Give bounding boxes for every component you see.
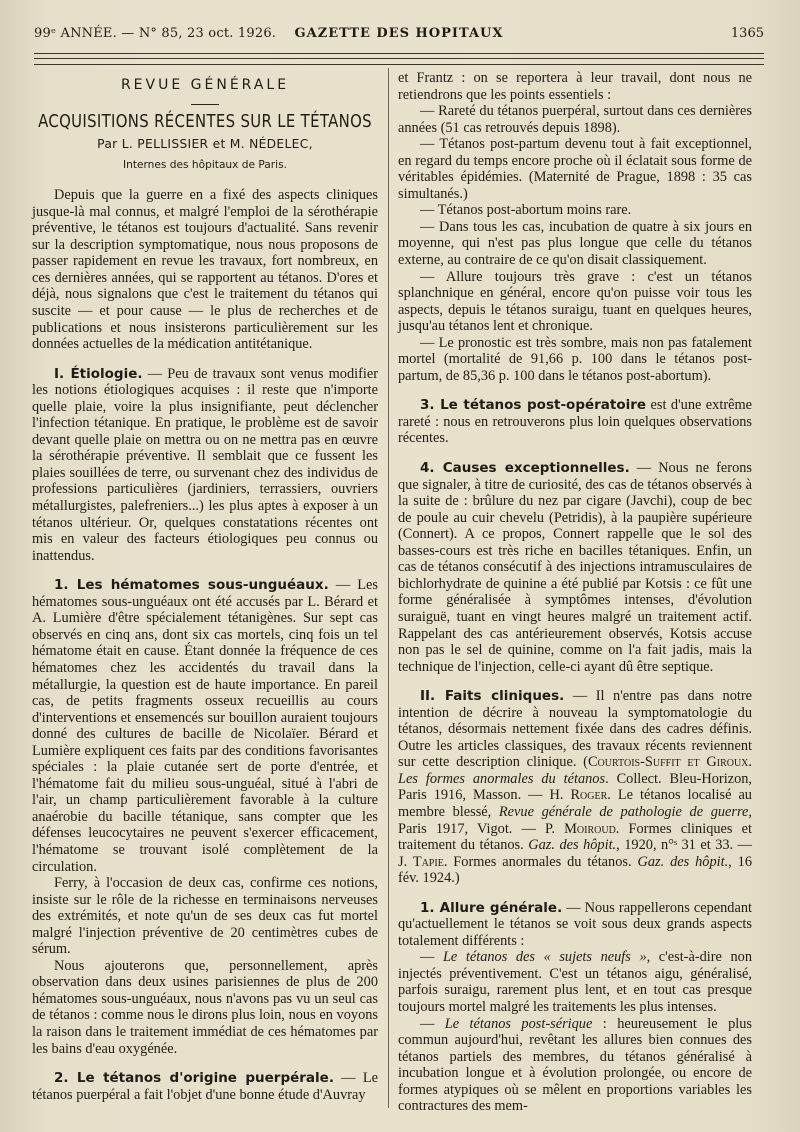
- reference-author: J. Tapie: [398, 853, 444, 870]
- point-paragraph: — Rareté du tétanos puerpéral, surtout dans ces dernières années (51 cas retrouvés depuis 1898).: [398, 103, 752, 136]
- reference-journal: Gaz. des hôpit.: [528, 837, 617, 854]
- issue-info: 99ᵉ ANNÉE. — N° 85, 23 oct. 1926.: [34, 26, 277, 41]
- puerperal-heading: 2. Le tétanos d'origine puerpérale.: [54, 1070, 334, 1087]
- puerperal-text: — Le tétanos puerpéral a fait l'objet d'une bonne étude d'Auvray: [32, 1070, 378, 1103]
- postop-heading: 3. Le tétanos post-opératoire: [420, 397, 647, 414]
- reference-author: H. Roger: [549, 787, 608, 804]
- reference-title: . Formes cliniques et traitement du tétanos.: [398, 820, 752, 854]
- post-serique-title: Le tétanos post-sérique: [444, 1015, 593, 1032]
- hematoma-text: — Les hématomes sous-unguéaux ont été accusés par L. Bérard et A. Lumière d'être spécialement tétanigènes. Sur sept cas observés en cinq ans, dont six cas mortels, cinq fois un tel hématome était en cause. Étant donnée la fréquence de ces hématomes chez les accidentés du travail dans la métallurgie, la question est de haute importance. En pareil cas, de petits fragments osseux recueillis au cours d'interventions et ensemencés sur bouillon auraient toujours donné des cultures de bacille de Nicolaïer. Bérard et Lumière expliquent ces faits par des conditions favorisantes spéciales : la plaie cutanée sert de porte d'entrée, et l'hématome fait du milieu sous-unguéal, situé à l'abri de l'air, un champ particulièrement favorable à la culture anaérobie du bacille tétanique, sans compter que les défenses leucocytaires ne peuvent s'exercer efficacement, l'hématome se trouvant isolé complètement de la circulation.: [32, 577, 378, 875]
- page-header: [34, 24, 764, 44]
- allure-paragraph: [398, 900, 752, 950]
- header-rule: [34, 53, 764, 54]
- header-rule: [34, 58, 764, 59]
- clinical-text: — Il n'entre pas dans notre intention de décrire à nouveau la symptomatologie du tétanos, désormais nettement fixée dans des cadres définis. Outre les articles classiques, des travaux récents reviennent sur cette description clinique. (: [398, 688, 752, 771]
- post-serique-paragraph: [398, 1016, 752, 1115]
- intro-paragraph: Depuis que la guerre en a fixé des aspects cliniques jusque-là mal connus, et malgré l'emploi de la sérothérapie préventive, le tétanos est toujours d'actualité. Sans revenir sur la description symptomatique, nous nous proposons de passer rapidement en revue les travaux, fort nombreux, en ces dernières années, qui se rapportent au tétanos. D'ores et déjà, nous signalons que c'est le traitement du tétanos qui suscite — et pour cause — le plus de recherches et de publications et nous insisterons particulièrement sur les données actuelles de la médication antitétanique.: [32, 187, 378, 353]
- hematoma-heading: 1. Les hématomes sous-unguéaux.: [54, 577, 329, 594]
- title-divider: [191, 104, 219, 105]
- allure-heading: 1. Allure générale.: [420, 899, 563, 916]
- continuation-paragraph: et Frantz : on se reportera à leur travail, dont nous ne retiendrons que les points essentiels :: [398, 70, 752, 103]
- reference-title: Les formes anormales du tétanos: [398, 770, 606, 787]
- post-serique-text: : heureusement le plus commun aujourd'hui, revêtant les allures bien connues des tétanos partiels des membres, du tétanos généralisé à incubation longue et à évolution prolongée, ou encore de formes atypiques où se mêlent en proportions variables les contractures des mem-: [398, 1015, 752, 1115]
- reference-separator: .: [748, 754, 752, 771]
- reference-details: , 1920, n°ˢ 31 et 33. —: [616, 837, 752, 854]
- reference-title: . Formes anormales du tétanos.: [443, 853, 638, 870]
- dash-lead: —: [420, 949, 443, 966]
- article-title: ACQUISITIONS RÉCENTES SUR LE TÉTANOS: [38, 111, 372, 132]
- reference-details: , 16 fév. 1924.): [398, 853, 753, 887]
- sujets-neufs-paragraph: [398, 949, 752, 1015]
- postop-text: est d'une extrême rareté : nous en retrouverons plus loin quelques observations récentes.: [398, 397, 752, 447]
- clinical-heading: II. Faits cliniques.: [420, 688, 565, 705]
- point-paragraph: — Tétanos post-partum devenu tout à fait exceptionnel, en regard du temps encore proche où il éclatait sous forme de véritables épidémies. (Maternité de Prague, 1898 : 35 cas simultanés.): [398, 136, 752, 202]
- publication-title: GAZETTE DES HOPITAUX: [294, 26, 504, 41]
- reference-details: . Collect. Bleu-Horizon, Paris 1916, Masson. —: [398, 770, 752, 804]
- article-authors: Par L. PELLISSIER et M. NÉDELEC,: [97, 137, 313, 152]
- causes-text: — Nous ne ferons que signaler, à titre de curiosité, des cas de tétanos observés à la suite de : brûlure du nez par cigare (Javchi), coup de bec de poule au cuir chevelu (Petridis), à la paupière supérieure (Connert). A ce propos, Connert rappelle que le sol des basses-cours est très riche en bacilles tétaniques. Enfin, un cas de tétanos consécutif à des injections intramusculaires de bichlorhydrate de quinine a été publié par Kotsis : ce fût une forme généralisée à symptômes intenses, d'évolution suraiguë, tuant en vingt heures malgré un traitement actif. Rappelant des cas antérieurement observés, Kotsis accuse non pas le sel de quinine, comme on l'a fait jadis, mais la technique de l'injection, celle-ci ayant dû être septique.: [398, 460, 752, 675]
- causes-paragraph: [398, 460, 752, 675]
- point-paragraph: — Le pronostic est très sombre, mais non pas fatalement mortel (mortalité de 91,66 p. 100 dans le tétanos post-partum, de 85,36 p. 100 dans le tétanos post-abortum).: [398, 334, 752, 384]
- hematoma-paragraph: [32, 577, 378, 875]
- point-paragraph: — Allure toujours très grave : c'est un tétanos splanchnique en général, encore qu'on puisse voir tous les aspects, depuis le tétanos suraigu, tuant en quelques heures, jusqu'au tétanos lent et chronique.: [398, 268, 752, 335]
- reference-journal: Revue générale de pathologie de guerre: [498, 803, 749, 820]
- ferry-paragraph: Ferry, à l'occasion de deux cas, confirme ces notions, insiste sur le rôle de la richesse en terminaisons nerveuses des extrémités, et note qu'un de ses deux cas fut mortel malgré l'injection préventive de 20 centimètres cubes de sérum.: [32, 875, 378, 958]
- reference-author: Courtois-Suffit et Giroux: [587, 754, 749, 771]
- reference-author: P. Moiroud: [545, 820, 616, 837]
- clinical-paragraph: [398, 688, 752, 887]
- etiology-paragraph: [32, 366, 378, 565]
- section-label: REVUE GÉNÉRALE: [120, 77, 290, 93]
- allure-text: — Nous rappellerons cependant qu'actuellement le tétanos se voit sous deux grands aspects totalement différents :: [398, 899, 752, 949]
- right-column: [398, 70, 752, 1115]
- sujets-neufs-title: Le tétanos des « sujets neufs »: [442, 949, 647, 966]
- point-paragraph: — Tétanos post-abortum moins rare.: [420, 202, 632, 219]
- reference-details: , Paris 1917, Vigot. —: [398, 803, 752, 837]
- etiology-heading: I. Étiologie.: [54, 365, 143, 382]
- observation-paragraph: Nous ajouterons que, personnellement, après observation dans deux usines parisiennes de plus de 200 hématomes sous-unguéaux, nous n'avons pas vu un seul cas de tétanos : comme nous le dirons plus loin, nous en voyons la raison dans le traitement immédiat de ces hématomes par les bains d'eau oxygénée.: [32, 957, 378, 1057]
- reference-journal: Gaz. des hôpit.: [637, 853, 729, 870]
- author-affiliation: Internes des hôpitaux de Paris.: [123, 158, 287, 171]
- point-paragraph: — Dans tous les cas, incubation de quatre à six jours en moyenne, qui n'est pas plus longue que celle du tétanos externe, au contraire de ce qu'on disait classiquement.: [398, 218, 752, 269]
- etiology-text: — Peu de travaux sont venus modifier les notions étiologiques acquises : il reste que n'importe quelle plaie, voire la plus insignifiante, peut déclencher l'infection tétanique. En pratique, le problème est de savoir devant quelle plaie on mettra ou on ne mettra pas en œuvre la sérothérapie préventive. Il semblait que ce fussent les plaies souillées de terre, ou survenant chez des individus de professions particulières (jardiniers, terrassiers, ouvriers métallurgistes, palefreniers...) les plus aptes à exposer à un tétanos ultérieur. Or, quelques constatations récentes ont mis en valeur des facteurs étiologiques peu connus ou inattendus.: [32, 365, 379, 564]
- postop-paragraph: [398, 397, 752, 447]
- header-rule: [34, 64, 764, 65]
- column-divider: [388, 68, 389, 1108]
- dash-lead: —: [420, 1015, 445, 1032]
- reference-title: . Le tétanos localisé au membre blessé,: [398, 787, 752, 820]
- causes-heading: 4. Causes exceptionnelles.: [420, 460, 630, 477]
- left-column: [32, 70, 378, 1103]
- puerperal-paragraph: [32, 1070, 378, 1103]
- sujets-neufs-text: , c'est-à-dire non injectés préventivement. C'est un tétanos aigu, généralisé, parfois suraigu, rarement plus lent, et en tout cas presque toujours mortel malgré les traitements les plus intenses.: [398, 949, 752, 1015]
- page-number: 1365: [730, 26, 764, 41]
